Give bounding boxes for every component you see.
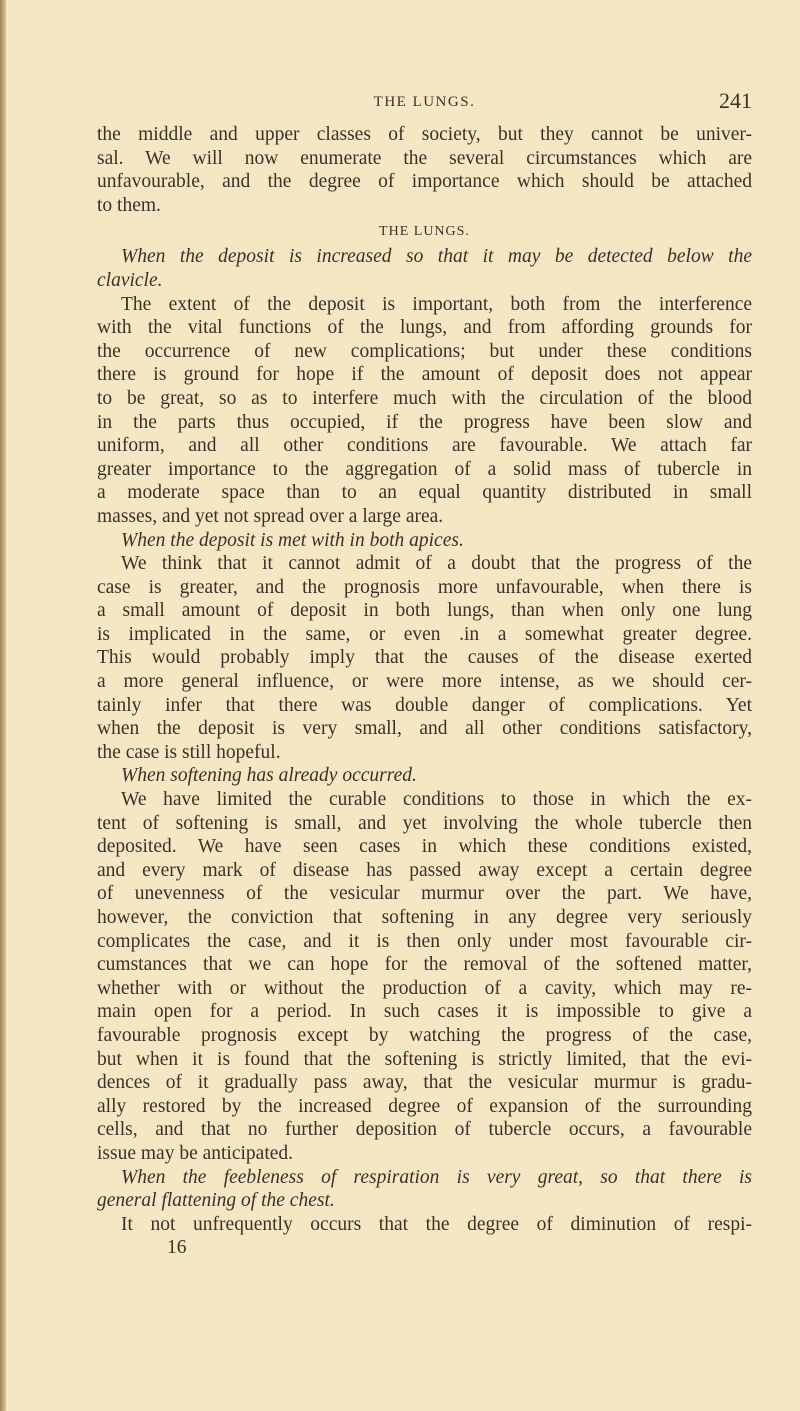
text-line: We have limited the curable conditions to those in which the ex- (121, 789, 752, 811)
text-line: is implicated in the same, or even .in a somewhat greater degree. (97, 623, 752, 645)
text-line: This would probably imply that the causes of the disease exerted (97, 647, 752, 669)
text-line: but when it is found that the softening is strictly limited, that the evi- (97, 1048, 752, 1070)
paragraph (97, 552, 752, 764)
text-line: cumstances that we can hope for the removal of the softened matter, (97, 954, 752, 976)
text-line: When the deposit is met with in both apices. (121, 529, 464, 551)
paragraph (97, 1213, 752, 1237)
italic-subheading (97, 245, 752, 292)
section-heading (97, 217, 752, 245)
text-line: The extent of the deposit is important, both from the interference (121, 293, 752, 315)
text-line: whether with or without the production of a cavity, which may re- (97, 977, 752, 999)
text-line: greater importance to the aggregation of a solid mass of tubercle in (97, 458, 752, 480)
text-line: the case is still hopeful. (97, 741, 281, 763)
text-line: unfavourable, and the degree of importance which should be attached (97, 171, 752, 193)
text-line: a more general influence, or were more intense, as we should cer- (97, 671, 752, 693)
text-line: We think that it cannot admit of a doubt that the progress of the (121, 553, 752, 575)
text-line: to be great, so as to interfere much with the circulation of the blood (97, 387, 752, 409)
text-line: however, the conviction that softening in any degree very seriously (97, 907, 752, 928)
text-line: a moderate space than to an equal quantity distributed in small (97, 482, 752, 504)
text-line: the occurrence of new complications; but under these conditions (97, 340, 752, 362)
page-number: 241 (719, 88, 752, 113)
text-line: with the vital functions of the lungs, and from affording grounds for (97, 317, 752, 339)
text-line: when the deposit is very small, and all other conditions satisfactory, (97, 718, 752, 740)
text-line: dences of it gradually pass away, that the vesicular murmur is gradu- (97, 1072, 752, 1094)
page-body (97, 123, 752, 1260)
text-line: in the parts thus occupied, if the progress have been slow and (97, 411, 752, 433)
text-line: tent of softening is small, and yet involving the whole tubercle then (97, 812, 752, 834)
text-line: ally restored by the increased degree of expansion of the surrounding (97, 1095, 752, 1117)
text-line: and every mark of disease has passed away except a certain degree (97, 859, 752, 881)
italic-subheading (97, 764, 752, 788)
text-line: a small amount of deposit in both lungs, than when only one lung (97, 600, 752, 622)
text-line: general flattening of the chest. (97, 1190, 335, 1212)
page-header (97, 88, 752, 114)
text-line: It not unfrequently occurs that the degree of diminution of respi- (121, 1213, 752, 1235)
book-spine-edge (0, 0, 6, 1411)
text-line: sal. We will now enumerate the several circumstances which are (97, 147, 752, 169)
italic-subheading (97, 529, 752, 553)
text-line: complicates the case, and it is then only under most favourable cir- (97, 930, 752, 952)
text-line: there is ground for hope if the amount of deposit does not appear (97, 364, 752, 386)
text-line: issue may be anticipated. (97, 1142, 294, 1164)
text-line: When the deposit is increased so that it may be detected below the (121, 246, 752, 268)
paragraph (97, 788, 752, 1166)
text-line: THE LUNGS. (379, 224, 470, 240)
text-line: clavicle. (97, 269, 163, 291)
text-line: deposited. We have seen cases in which these conditions existed, (97, 836, 752, 858)
text-line: cells, and that no further deposition of tubercle occurs, a favourable (97, 1119, 752, 1141)
italic-subheading (97, 1166, 752, 1213)
signature-mark: 16 (167, 1237, 187, 1259)
text-line: favourable prognosis except by watching the progress of the case, (97, 1024, 752, 1046)
paragraph (97, 293, 752, 529)
text-line: case is greater, and the prognosis more unfavourable, when there is (97, 576, 752, 598)
text-line: masses, and yet not spread over a large area. (97, 505, 444, 527)
running-title: THE LUNGS. (373, 94, 476, 110)
text-line: When softening has already occurred. (121, 765, 417, 787)
text-line: When the feebleness of respiration is very great, so that there is (121, 1166, 752, 1188)
paragraph (97, 123, 752, 217)
text-line: to them. (97, 194, 161, 216)
text-line: uniform, and all other conditions are favourable. We attach far (97, 435, 752, 457)
text-line: the middle and upper classes of society, but they cannot be univer- (97, 124, 752, 145)
text-line: of unevenness of the vesicular murmur over the part. We have, (97, 883, 752, 905)
text-line: tainly infer that there was double danger of complications. Yet (97, 694, 752, 716)
text-line: main open for a period. In such cases it is impossible to give a (97, 1001, 752, 1023)
